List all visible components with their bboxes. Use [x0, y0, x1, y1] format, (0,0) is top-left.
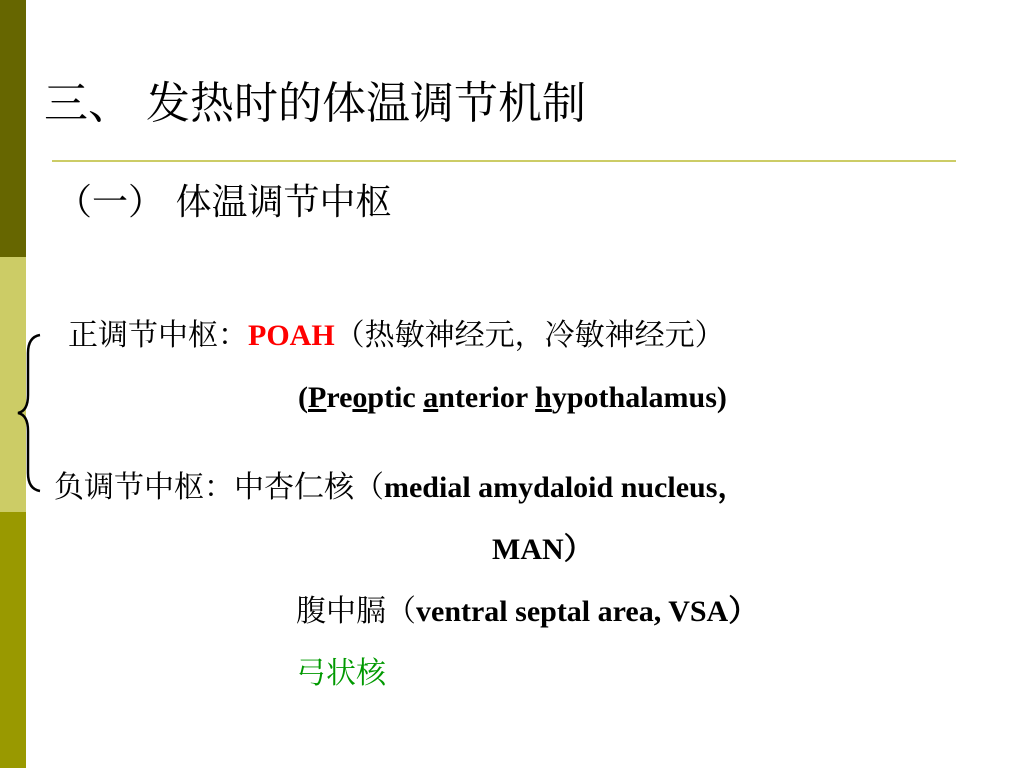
paren-close: ) — [716, 381, 727, 414]
negative-item1-abbr: MAN） — [492, 533, 594, 566]
negative-item2-line — [296, 590, 758, 634]
negative-item2-cn: 腹中膈（ — [296, 594, 416, 629]
negative-item1-en: medial amydaloid nucleus， — [384, 471, 748, 504]
negative-item1-cn: 中杏仁核（ — [234, 470, 384, 505]
fullname-part: ptic — [367, 381, 424, 414]
fullname-initial-h: h — [535, 381, 552, 414]
fullname-part: nterior — [438, 381, 536, 414]
positive-center-line — [68, 314, 725, 358]
fullname-part: ypothalamus — [551, 381, 717, 414]
negative-item3: 弓状核 — [296, 656, 386, 691]
slide-subtitle: （一） 体温调节中枢 — [56, 182, 392, 223]
paren-open: ( — [298, 381, 308, 414]
title-divider — [52, 160, 956, 162]
fullname-initial-p: P — [308, 381, 327, 414]
negative-center-line — [54, 466, 747, 510]
negative-center-label: 负调节中枢： — [54, 470, 234, 505]
positive-center-label: 正调节中枢： — [68, 318, 248, 353]
fullname-initial-o: o — [352, 381, 368, 414]
slide-title: 三、 发热时的体温调节机制 — [44, 78, 586, 129]
negative-item2-en: ventral septal area, VSA） — [416, 595, 759, 628]
positive-center-detail: （热敏神经元，冷敏神经元） — [334, 318, 725, 353]
positive-center-fullname — [298, 376, 727, 420]
brace-icon — [14, 333, 44, 493]
positive-center-abbr: POAH — [248, 319, 335, 352]
fullname-part: re — [326, 381, 353, 414]
sidebar-bar-top — [0, 0, 26, 257]
fullname-initial-a: a — [423, 381, 439, 414]
sidebar-bar-bottom — [0, 512, 26, 768]
